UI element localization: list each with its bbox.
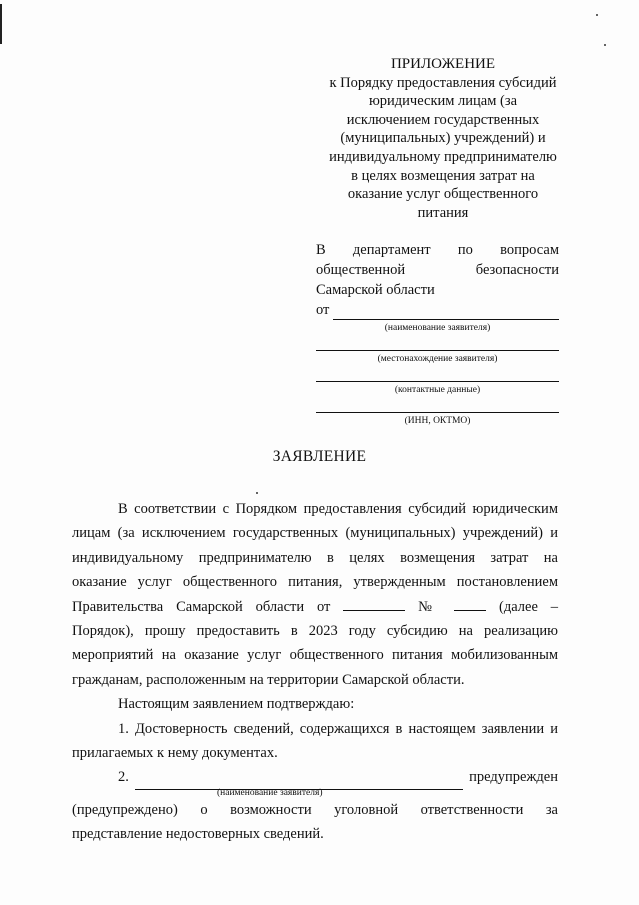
inn-oktmo-caption: (ИНН, ОКТМО) [404,416,471,426]
appendix-line: оказание услуг общественного [347,186,539,203]
appendix-header [312,55,574,222]
statement-body [72,497,558,847]
item2-line: представление недостоверных сведений. [72,826,324,843]
appendix-line: к Порядку предоставления субсидий [329,74,557,91]
from-label: от [316,302,330,318]
item2-caption: (наименование заявителя) [217,787,323,798]
statement-title: ЗАЯВЛЕНИЕ [272,448,367,465]
addressee-line: общественной безопасности [316,262,559,278]
body-line: лицам (за исключением государственных (муниципальных) учреждений) и [72,525,558,542]
applicant-name-caption: (наименование заявителя) [384,323,491,333]
appendix-line: индивидуальному предпринимателю [329,148,557,165]
resolution-number-blank[interactable] [454,597,486,611]
confirm-intro: Настоящим заявлением подтверждаю: [118,696,355,713]
appendix-line: в целях возмещения затрат на [351,167,535,184]
item1-line: прилагаемых к нему документах. [72,745,278,762]
appendix-line: юридическим лицам (за [368,93,518,110]
scan-speck [596,14,598,16]
resolution-date-blank[interactable] [343,597,405,611]
item2-line: (предупреждено) о возможности уголовной ответственности за [72,801,558,818]
body-line: Порядок), прошу предоставить в 2023 году субсидию на реализацию [72,623,558,640]
body-line: мероприятий на оказание услуг общественного питания мобилизованным [72,647,558,664]
appendix-line: питания [417,204,469,221]
item2-number: 2. [118,769,129,786]
applicant-name-line[interactable] [333,305,559,320]
number-sign: № [418,598,442,615]
body-text: (далее – [499,598,559,615]
addressee-line: В департамент по вопросам [316,242,559,258]
scan-speck [604,44,606,46]
item2-row [72,765,558,789]
scan-speck [256,492,258,494]
body-line: индивидуальному предпринимателю в целях возмещения затрат на [72,549,558,566]
appendix-title: ПРИЛОЖЕНИЕ [390,56,496,72]
addressee-block [316,240,559,427]
appendix-line: (муниципальных) учреждений) и [340,130,546,147]
scan-edge-mark [0,4,2,44]
body-line: оказание услуг общественного питания, утвержденным постановлением [72,574,558,591]
appendix-line: исключением государственных [346,111,540,128]
body-line [72,595,558,619]
from-row [316,300,559,320]
applicant-location-line[interactable] [316,334,559,351]
contact-data-caption: (контактные данные) [394,385,481,395]
item1-line: 1. Достоверность сведений, содержащихся в настоящем заявлении и [118,720,558,737]
contact-data-line[interactable] [316,365,559,382]
addressee-line: Самарской области [316,282,435,298]
body-line: В соответствии с Порядком предоставления субсидий юридическим [118,501,558,517]
inn-oktmo-line[interactable] [316,396,559,413]
item2-tail: предупрежден [469,769,558,786]
body-line: гражданам, расположенным на территории Самарской области. [72,671,465,688]
body-text: Правительства Самарской области от [72,598,331,615]
applicant-location-caption: (местонахождение заявителя) [377,354,498,364]
